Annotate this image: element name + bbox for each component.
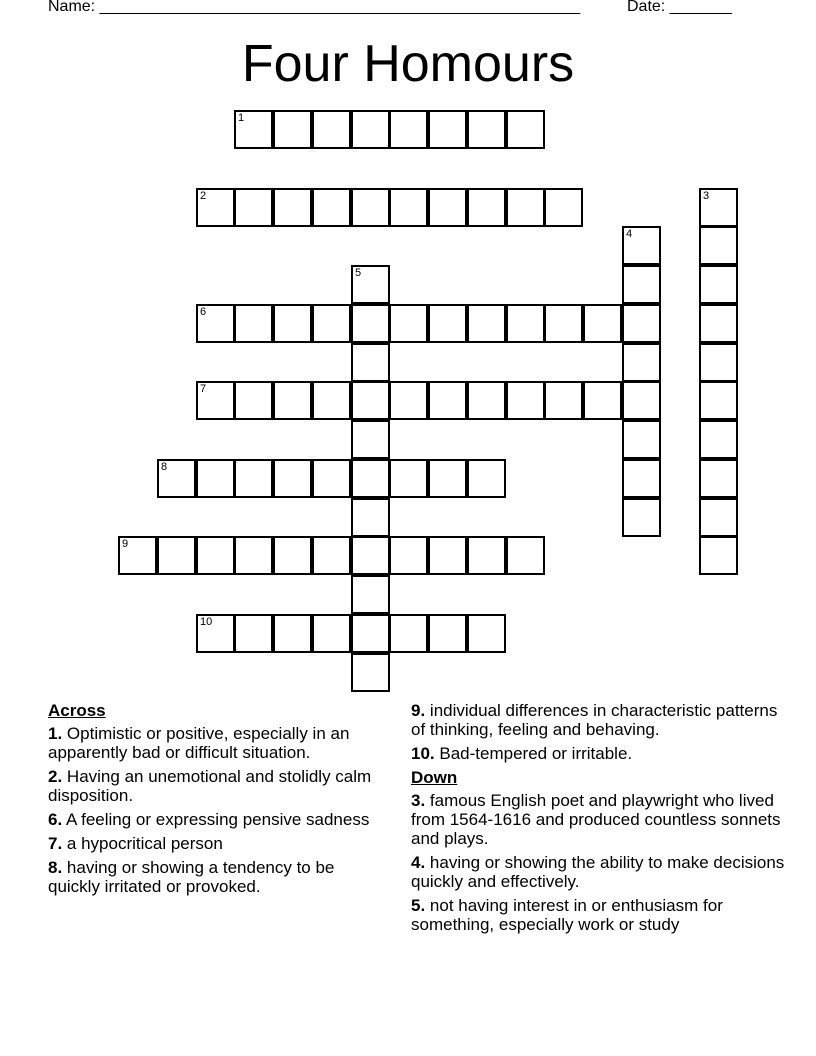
grid-cell[interactable] xyxy=(389,459,428,498)
grid-cell[interactable] xyxy=(428,536,467,575)
grid-cell[interactable] xyxy=(273,381,312,420)
grid-cell[interactable] xyxy=(273,110,312,149)
grid-cell[interactable] xyxy=(351,614,390,653)
cell-number: 4 xyxy=(626,228,633,240)
grid-cell[interactable] xyxy=(196,304,235,343)
grid-cell[interactable] xyxy=(699,304,738,343)
grid-cell[interactable] xyxy=(583,304,622,343)
grid-cell[interactable] xyxy=(351,381,390,420)
grid-cell[interactable] xyxy=(389,381,428,420)
clue-across-6 xyxy=(48,810,388,829)
clue-number: 7. xyxy=(48,834,63,853)
clues-right-column xyxy=(411,701,791,939)
grid-cell[interactable] xyxy=(622,459,661,498)
name-field[interactable]: Name: ______________________________________________________ xyxy=(48,0,581,15)
grid-cell[interactable] xyxy=(699,226,738,265)
clue-text: having or showing the ability to make decisions quickly and effectively. xyxy=(411,853,785,891)
grid-cell[interactable] xyxy=(389,188,428,227)
grid-cell[interactable] xyxy=(389,304,428,343)
grid-cell[interactable] xyxy=(467,381,506,420)
grid-cell[interactable] xyxy=(428,459,467,498)
grid-cell[interactable] xyxy=(351,536,390,575)
grid-cell[interactable] xyxy=(699,265,738,304)
grid-cell[interactable] xyxy=(428,188,467,227)
clue-across-7 xyxy=(48,834,388,853)
grid-cell[interactable] xyxy=(583,381,622,420)
page-title: Four Homours xyxy=(241,35,575,93)
cell-number: 9 xyxy=(122,538,129,550)
clue-text: individual differences in characteristic patterns of thinking, feeling and behaving. xyxy=(411,701,778,739)
grid-cell[interactable] xyxy=(544,304,583,343)
grid-cell[interactable] xyxy=(622,381,661,420)
grid-cell[interactable] xyxy=(622,304,661,343)
grid-cell[interactable] xyxy=(467,188,506,227)
grid-cell[interactable] xyxy=(351,653,390,692)
grid-cell[interactable] xyxy=(467,536,506,575)
grid-cell[interactable] xyxy=(699,459,738,498)
grid-cell[interactable] xyxy=(312,304,351,343)
grid-cell[interactable] xyxy=(312,381,351,420)
grid-cell[interactable] xyxy=(312,536,351,575)
grid-cell[interactable] xyxy=(428,614,467,653)
grid-cell[interactable] xyxy=(234,110,273,149)
clue-number: 2. xyxy=(48,767,63,786)
cell-number: 1 xyxy=(238,112,245,124)
clue-number: 10. xyxy=(411,744,435,763)
grid-cell[interactable] xyxy=(389,110,428,149)
clue-text: A feeling or expressing pensive sadness xyxy=(65,810,370,829)
clue-down-5 xyxy=(411,896,791,934)
clue-down-3 xyxy=(411,791,791,848)
grid-cell[interactable] xyxy=(273,459,312,498)
grid-cell[interactable] xyxy=(544,188,583,227)
grid-cell[interactable] xyxy=(467,614,506,653)
cell-number: 3 xyxy=(703,190,710,202)
grid-cell[interactable] xyxy=(196,536,235,575)
clue-number: 4. xyxy=(411,853,426,872)
grid-cell[interactable] xyxy=(622,226,661,265)
cell-number: 8 xyxy=(161,461,168,473)
grid-cell[interactable] xyxy=(273,188,312,227)
date-field[interactable]: Date: _______ xyxy=(627,0,732,15)
across-heading: Across xyxy=(48,701,106,720)
grid-cell[interactable] xyxy=(428,381,467,420)
grid-cell[interactable] xyxy=(699,188,738,227)
clue-across-10 xyxy=(411,744,791,763)
grid-cell[interactable] xyxy=(234,614,273,653)
clue-number: 1. xyxy=(48,724,63,743)
grid-cell[interactable] xyxy=(506,110,545,149)
grid-cell[interactable] xyxy=(351,188,390,227)
grid-cell[interactable] xyxy=(312,614,351,653)
grid-cell[interactable] xyxy=(622,265,661,304)
grid-cell[interactable] xyxy=(312,459,351,498)
clue-text: Bad-tempered or irritable. xyxy=(439,744,633,763)
grid-cell[interactable] xyxy=(234,381,273,420)
grid-cell[interactable] xyxy=(351,575,390,614)
grid-cell[interactable] xyxy=(699,420,738,459)
grid-cell[interactable] xyxy=(699,343,738,382)
clues-left-column xyxy=(48,701,388,901)
clue-text: famous English poet and playwright who lived from 1564-1616 and produced countless sonnets and plays. xyxy=(411,791,781,848)
grid-cell[interactable] xyxy=(196,188,235,227)
grid-cell[interactable] xyxy=(428,110,467,149)
grid-cell[interactable] xyxy=(351,304,390,343)
grid-cell[interactable] xyxy=(118,536,157,575)
clue-text: Optimistic or positive, especially in an apparently bad or difficult situation. xyxy=(48,724,350,762)
grid-cell[interactable] xyxy=(699,498,738,537)
clue-number: 3. xyxy=(411,791,426,810)
grid-cell[interactable] xyxy=(506,536,545,575)
grid-cell[interactable] xyxy=(506,381,545,420)
grid-cell[interactable] xyxy=(273,536,312,575)
grid-cell[interactable] xyxy=(622,498,661,537)
grid-cell[interactable] xyxy=(196,459,235,498)
clue-text: having or showing a tendency to be quickly irritated or provoked. xyxy=(48,858,335,896)
clue-text: a hypocritical person xyxy=(66,834,223,853)
grid-cell[interactable] xyxy=(428,304,467,343)
clue-number: 9. xyxy=(411,701,426,720)
grid-cell[interactable] xyxy=(312,110,351,149)
cell-number: 10 xyxy=(200,616,213,628)
clue-down-4 xyxy=(411,853,791,891)
grid-cell[interactable] xyxy=(157,536,196,575)
grid-cell[interactable] xyxy=(506,188,545,227)
grid-cell[interactable] xyxy=(467,110,506,149)
cell-number: 2 xyxy=(200,190,207,202)
grid-cell[interactable] xyxy=(389,614,428,653)
grid-cell[interactable] xyxy=(196,614,235,653)
clue-across-1 xyxy=(48,724,388,762)
grid-cell[interactable] xyxy=(351,110,390,149)
grid-cell[interactable] xyxy=(273,614,312,653)
clue-number: 6. xyxy=(48,810,63,829)
grid-cell[interactable] xyxy=(389,536,428,575)
grid-cell[interactable] xyxy=(157,459,196,498)
grid-cell[interactable] xyxy=(467,459,506,498)
clue-number: 5. xyxy=(411,896,426,915)
grid-cell[interactable] xyxy=(622,420,661,459)
grid-cell[interactable] xyxy=(351,265,390,304)
grid-cell[interactable] xyxy=(234,459,273,498)
grid-cell[interactable] xyxy=(234,188,273,227)
cell-number: 5 xyxy=(355,267,362,279)
grid-cell[interactable] xyxy=(351,498,390,537)
clue-text: Having an unemotional and stolidly calm disposition. xyxy=(48,767,372,805)
grid-cell[interactable] xyxy=(351,420,390,459)
clue-text: not having interest in or enthusiasm for something, especially work or study xyxy=(411,896,723,934)
clue-number: 8. xyxy=(48,858,63,877)
cell-number: 7 xyxy=(200,383,207,395)
grid-cell[interactable] xyxy=(351,343,390,382)
grid-cell[interactable] xyxy=(196,381,235,420)
grid-cell[interactable] xyxy=(544,381,583,420)
grid-cell[interactable] xyxy=(273,304,312,343)
grid-cell[interactable] xyxy=(699,536,738,575)
grid-cell[interactable] xyxy=(234,536,273,575)
grid-cell[interactable] xyxy=(234,304,273,343)
down-heading: Down xyxy=(411,768,458,787)
clue-across-9 xyxy=(411,701,791,739)
clue-across-8 xyxy=(48,858,388,896)
grid-cell[interactable] xyxy=(622,343,661,382)
grid-cell[interactable] xyxy=(467,304,506,343)
grid-cell[interactable] xyxy=(351,459,390,498)
cell-number: 6 xyxy=(200,306,207,318)
grid-cell[interactable] xyxy=(699,381,738,420)
clue-across-2 xyxy=(48,767,388,805)
grid-cell[interactable] xyxy=(312,188,351,227)
grid-cell[interactable] xyxy=(506,304,545,343)
